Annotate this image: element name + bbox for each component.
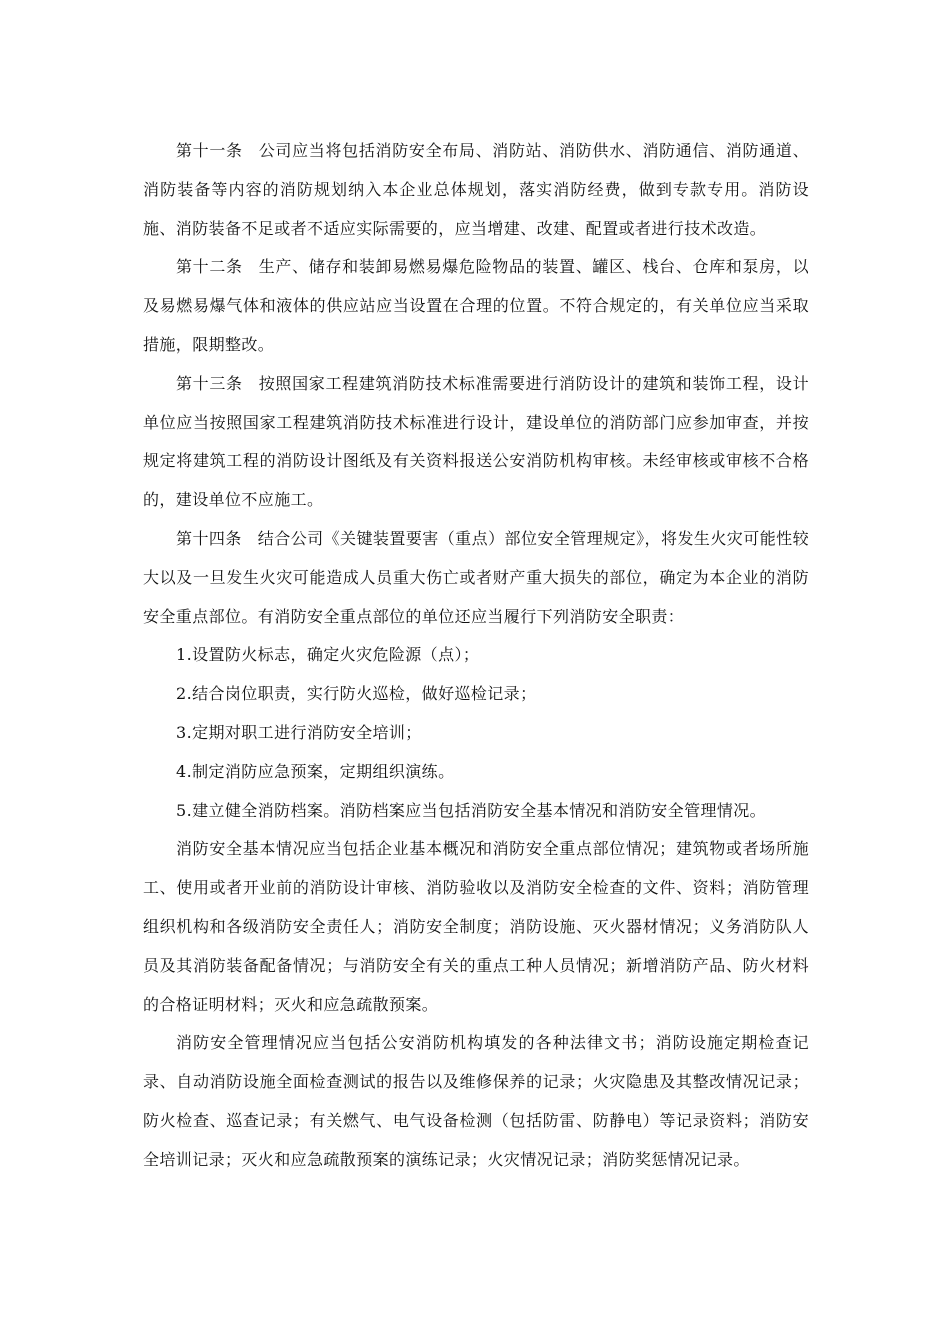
list-item: 4.制定消防应急预案，定期组织演练。	[176, 761, 455, 781]
management-info-paragraph: 消防安全管理情况应当包括公安消防机构填发的各种法律文书；消防设施定期检查记录、自动消防设施全面检查测试的报告以及维修保养的记录；火灾隐患及其整改情况记录；防火检查、巡查记录；有关燃气、电气设备检测（包括防雷、防静电）等记录资料；消防安全培训记录；灭火和应急疏散预案的演练记录；火灾情况记录；消防奖惩情况记录。	[143, 1033, 809, 1169]
article-number: 第十三条	[176, 373, 243, 393]
article-12	[143, 248, 809, 364]
list-item: 3.定期对职工进行消防安全培训；	[176, 722, 422, 742]
article-number: 第十二条	[176, 257, 243, 277]
document-body	[143, 132, 809, 1180]
article-text: 结合公司《关键装置要害（重点）部位安全管理规定》，将发生火灾可能性较大以及一旦发生火灾可能造成人员重大伤亡或者财产重大损失的部位，确定为本企业的消防安全重点部位。有消防安全重点部位的单位还应当履行下列消防安全职责：	[143, 528, 809, 626]
article-14	[143, 520, 809, 636]
list-item: 1.设置防火标志，确定火灾危险源（点）；	[176, 645, 480, 665]
list-item: 2.结合岗位职责，实行防火巡检，做好巡检记录；	[176, 684, 537, 704]
article-text: 公司应当将包括消防安全布局、消防站、消防供水、消防通信、消防通道、消防装备等内容的消防规划纳入本企业总体规划，落实消防经费，做到专款专用。消防设施、消防装备不足或者不适应实际需要的，应当增建、改建、配置或者进行技术改造。	[143, 141, 809, 238]
basic-info-paragraph: 消防安全基本情况应当包括企业基本概况和消防安全重点部位情况；建筑物或者场所施工、使用或者开业前的消防设计审核、消防验收以及消防安全检查的文件、资料；消防管理组织机构和各级消防安全责任人；消防安全制度；消防设施、灭火器材情况；义务消防队人员及其消防装备配备情况；与消防安全有关的重点工种人员情况；新增消防产品、防火材料的合格证明材料；灭火和应急疏散预案。	[143, 839, 809, 1014]
article-11	[143, 132, 809, 248]
article-number: 第十四条	[176, 528, 242, 548]
article-text: 按照国家工程建筑消防技术标准需要进行消防设计的建筑和装饰工程，设计单位应当按照国家工程建筑消防技术标准进行设计，建设单位的消防部门应参加审查，并按规定将建筑工程的消防设计图纸及有关资料报送公安消防机构审核。未经审核或审核不合格的，建设单位不应施工。	[143, 373, 809, 510]
article-13	[143, 365, 809, 520]
article-text: 生产、储存和装卸易燃易爆危险物品的装置、罐区、栈台、仓库和泵房，以及易燃易爆气体和液体的供应站应当设置在合理的位置。不符合规定的，有关单位应当采取措施，限期整改。	[143, 257, 809, 354]
article-number: 第十一条	[176, 141, 243, 160]
list-item: 5.建立健全消防档案。消防档案应当包括消防安全基本情况和消防安全管理情况。	[176, 800, 767, 820]
